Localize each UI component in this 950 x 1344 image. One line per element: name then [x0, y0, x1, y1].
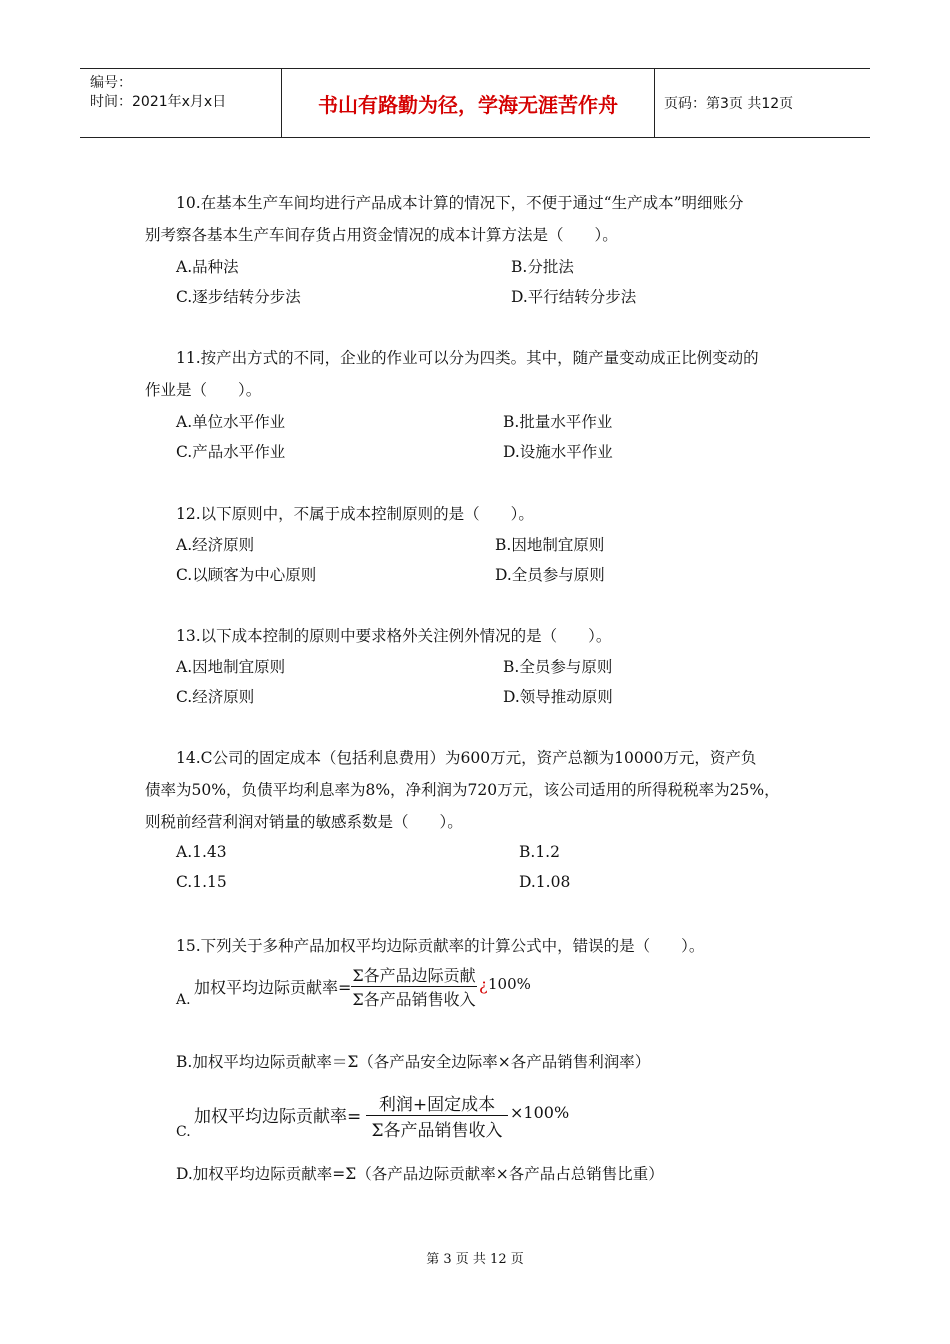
formula-c-letter: C.	[176, 1124, 191, 1140]
header-motto: 书山有路勤为径，学海无涯苦作舟	[282, 69, 655, 137]
question-14-option-a: A.1.43	[176, 843, 227, 861]
question-11-option-c: C.产品水平作业	[176, 443, 286, 461]
formula-a-numerator: Σ各产品边际贡献	[352, 966, 476, 985]
question-12-option-d: D.全员参与原则	[495, 566, 605, 584]
question-15-stem: 15.下列关于多种产品加权平均边际贡献率的计算公式中，错误的是（ ）。	[176, 937, 705, 955]
page-footer: 第 3 页 共 12 页	[426, 1252, 524, 1267]
formula-c-fraction	[366, 1090, 508, 1141]
question-14-option-c: C.1.15	[176, 873, 227, 891]
header-meta	[80, 69, 282, 137]
question-10-option-d: D.平行结转分步法	[511, 288, 637, 306]
formula-c-denominator: Σ各产品销售收入	[371, 1121, 503, 1141]
question-13-stem: 13.以下成本控制的原则中要求格外关注例外情况的是（ ）。	[176, 627, 612, 645]
question-14-stem-2: 债率为50%，负债平均利息率为8%，净利润为720万元，该公司适用的所得税税率为25%，	[145, 781, 780, 799]
time-label: 时间：2021年x月x日	[90, 94, 227, 110]
formula-a-denominator: Σ各产品销售收入	[352, 990, 476, 1009]
formula-a-letter: A.	[176, 992, 191, 1008]
question-11-option-d: D.设施水平作业	[503, 443, 613, 461]
question-13-option-c: C.经济原则	[176, 688, 255, 706]
page-header	[80, 68, 870, 138]
question-11-stem-1: 11.按产出方式的不同，企业的作业可以分为四类。其中，随产量变动成正比例变动的	[176, 349, 759, 367]
question-13-option-b: B.全员参与原则	[503, 658, 613, 676]
question-12-option-a: A.经济原则	[176, 536, 255, 554]
question-10-option-c: C.逐步结转分步法	[176, 288, 301, 306]
question-15-option-b: B.加权平均边际贡献率＝Σ（各产品安全边际率×各产品销售利润率）	[176, 1053, 651, 1071]
question-14-stem-1: 14.C公司的固定成本（包括利息费用）为600万元，资产总额为10000万元，资产负	[176, 749, 757, 767]
question-11-stem-2: 作业是（ ）。	[145, 381, 262, 399]
question-12-stem: 12.以下原则中，不属于成本控制原则的是（ ）。	[176, 505, 534, 523]
question-12-option-c: C.以顾客为中心原则	[176, 566, 317, 584]
question-14-option-b: B.1.2	[519, 843, 560, 861]
formula-a-tail: 100%	[488, 975, 531, 993]
formula-a-fraction	[351, 963, 477, 1010]
question-10-stem-2: 别考察各基本生产车间存货占用资金情况的成本计算方法是（ ）。	[145, 226, 618, 244]
question-10-stem-1: 10.在基本生产车间均进行产品成本计算的情况下，不便于通过“生产成本”明细账分	[176, 194, 744, 212]
question-14-option-d: D.1.08	[519, 873, 571, 891]
formula-c-numerator: 利润+固定成本	[378, 1095, 496, 1115]
question-11-option-a: A.单位水平作业	[176, 413, 286, 431]
formula-c-tail: ×100%	[510, 1103, 570, 1122]
question-13-option-a: A.因地制宜原则	[176, 658, 286, 676]
question-10-option-b: B.分批法	[511, 258, 574, 276]
question-11-option-b: B.批量水平作业	[503, 413, 613, 431]
formula-a-lhs: 加权平均边际贡献率=	[194, 978, 352, 997]
formula-a-glyph: ¿	[479, 975, 488, 994]
question-12-option-b: B.因地制宜原则	[495, 536, 605, 554]
question-14-stem-3: 则税前经营利润对销量的敏感系数是（ ）。	[145, 813, 463, 831]
question-15-option-d: D.加权平均边际贡献率=Σ（各产品边际贡献率×各产品占总销售比重）	[176, 1165, 664, 1183]
question-13-option-d: D.领导推动原则	[503, 688, 613, 706]
number-label: 编号：	[90, 75, 132, 91]
formula-c-lhs: 加权平均边际贡献率=	[194, 1107, 362, 1127]
question-10-option-a: A.品种法	[176, 258, 239, 276]
header-page-info: 页码：第3页 共12页	[664, 96, 794, 112]
